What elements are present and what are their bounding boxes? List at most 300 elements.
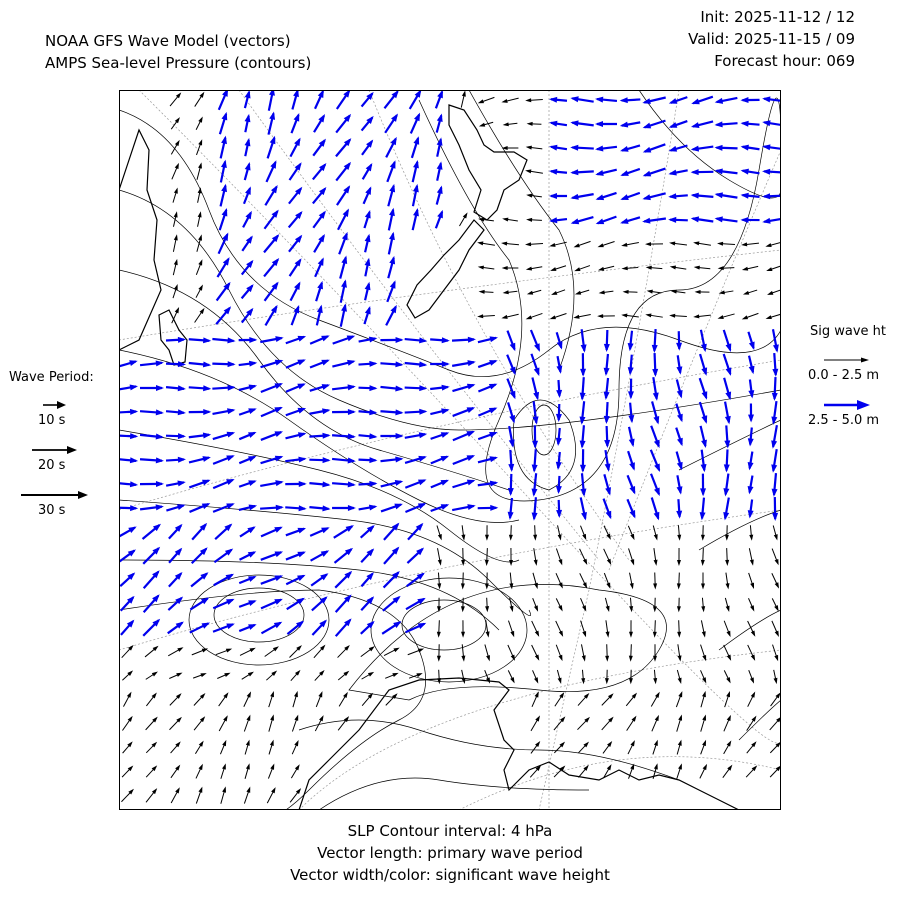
- wave-vector: [173, 234, 177, 252]
- wave-vector: [195, 741, 203, 754]
- wave-vector: [485, 670, 490, 683]
- wave-vector: [405, 503, 426, 512]
- wave-vector: [452, 360, 476, 366]
- wave-vector: [340, 255, 347, 278]
- wave-vector: [620, 169, 640, 176]
- wave-vector: [509, 525, 513, 541]
- wave-vector: [571, 217, 594, 224]
- wave-vector: [264, 210, 278, 229]
- wave-vector: [749, 548, 753, 566]
- wave-vector: [195, 308, 205, 323]
- wave-vector: [742, 313, 759, 319]
- wave-vector: [770, 742, 781, 753]
- wave-vector: [172, 163, 179, 180]
- wave-vector: [748, 332, 754, 350]
- wave-vector: [310, 360, 330, 368]
- wave-vector: [748, 598, 754, 611]
- wave-vector: [556, 380, 562, 398]
- wave-vector: [437, 573, 441, 590]
- wave-vector: [478, 97, 495, 103]
- period-arrow-10s: [43, 401, 66, 409]
- wave-vector: [338, 716, 349, 730]
- wave-vector: [289, 235, 302, 252]
- wave-vector: [676, 355, 682, 374]
- period-legend-20s: 20 s: [38, 458, 66, 473]
- wave-vector: [192, 523, 207, 540]
- wave-vector: [772, 549, 778, 566]
- wave-vector: [677, 740, 682, 755]
- wave-vector: [725, 402, 731, 425]
- wave-vector: [312, 596, 328, 610]
- wave-vector: [122, 765, 133, 777]
- nz-south-island: [407, 220, 484, 318]
- wave-vector: [286, 432, 307, 438]
- wave-vector: [260, 480, 283, 486]
- wave-vector: [503, 290, 518, 294]
- wave-vector: [140, 385, 164, 391]
- wave-vector: [628, 526, 634, 540]
- wave-vector: [239, 456, 256, 463]
- wave-vector: [653, 573, 657, 590]
- wave-vector: [715, 216, 738, 222]
- wave-vector: [190, 623, 210, 633]
- wave-vector: [570, 194, 593, 200]
- wave-vector: [532, 425, 538, 449]
- wave-vector: [166, 504, 185, 510]
- wave-vector: [408, 649, 424, 655]
- wave-vector: [701, 645, 707, 662]
- wave-vector: [317, 305, 323, 326]
- wave-vector: [691, 97, 713, 105]
- wave-vector: [120, 549, 136, 561]
- wave-vector: [384, 90, 398, 108]
- wave-vector: [119, 433, 138, 439]
- wave-vector: [770, 717, 781, 730]
- wave-vector: [774, 670, 778, 684]
- wave-vector: [668, 217, 688, 223]
- init-time: Init: 2025-11-12 / 12: [700, 8, 855, 26]
- wave-vector: [359, 337, 378, 343]
- wave-vector: [385, 114, 398, 133]
- wave-vector: [123, 692, 131, 707]
- wave-vector: [220, 112, 227, 134]
- wave-vector: [508, 474, 514, 496]
- wave-vector: [266, 670, 277, 680]
- wave-vector: [700, 402, 707, 424]
- wave-vector: [723, 498, 729, 521]
- wave-vector: [437, 161, 443, 180]
- wave-vector: [748, 500, 754, 519]
- wave-vector: [269, 714, 274, 731]
- wave-vector: [389, 208, 395, 231]
- wave-vector: [240, 551, 257, 559]
- period-legend-title: Wave Period:: [9, 370, 94, 385]
- wave-vector: [365, 282, 371, 301]
- wave-vector: [772, 353, 778, 377]
- wave-vector: [653, 620, 657, 638]
- wave-vector: [286, 384, 306, 392]
- wave-vector: [212, 385, 235, 391]
- nz-north-island: [449, 105, 527, 220]
- wave-vector: [669, 145, 688, 151]
- wave-vector: [261, 551, 283, 559]
- wave-vector: [309, 481, 330, 487]
- wave-vector: [341, 303, 347, 326]
- wave-vector: [749, 356, 755, 375]
- wave-vector: [316, 691, 322, 707]
- wave-vector: [652, 715, 659, 731]
- height-legend-low: 0.0 - 2.5 m: [808, 368, 880, 383]
- wave-vector: [677, 620, 681, 638]
- wave-vector: [604, 549, 612, 565]
- wave-vector: [335, 571, 352, 588]
- wave-vector: [478, 384, 497, 392]
- title-left: [45, 30, 311, 74]
- wave-vector: [338, 645, 350, 658]
- wave-vector: [453, 407, 475, 416]
- wave-vector: [715, 168, 738, 174]
- wave-vector: [642, 97, 665, 104]
- wave-vector: [430, 408, 449, 414]
- wave-vector: [724, 449, 730, 472]
- wave-vector: [478, 336, 498, 342]
- vector-length-note: Vector length: primary wave period: [317, 844, 583, 862]
- wave-vector: [575, 290, 589, 294]
- wave-vector: [311, 550, 330, 560]
- wave-vector: [581, 497, 587, 520]
- wave-vector: [620, 145, 640, 151]
- wave-vector: [556, 428, 562, 446]
- wave-vector: [337, 90, 350, 109]
- wave-vector: [219, 90, 228, 110]
- wave-vector: [384, 523, 399, 540]
- wave-vector: [197, 162, 202, 179]
- wave-vector: [261, 599, 283, 608]
- wave-vector: [332, 384, 356, 390]
- wave-vector: [549, 217, 567, 223]
- wave-vector: [693, 241, 711, 245]
- wave-vector: [701, 740, 706, 755]
- wave-vector: [570, 120, 593, 126]
- wave-vector: [365, 234, 371, 253]
- wave-vector: [213, 408, 236, 414]
- wave-vector: [477, 314, 495, 318]
- wave-vector: [501, 98, 518, 103]
- wave-vector: [194, 716, 205, 730]
- wave-vector: [508, 621, 514, 638]
- wave-vector: [700, 354, 707, 376]
- wave-vector: [431, 504, 450, 511]
- wave-vector: [315, 90, 324, 109]
- wave-vector: [762, 96, 781, 102]
- wave-vector: [242, 672, 254, 680]
- wave-vector: [628, 355, 634, 376]
- wave-vector: [380, 409, 403, 415]
- wave-vector: [717, 242, 735, 246]
- wave-vector: [691, 216, 714, 222]
- wave-vector: [772, 497, 778, 521]
- wave-vector: [239, 408, 257, 414]
- wave-vector: [700, 764, 707, 778]
- wave-vector: [772, 598, 778, 611]
- wave-vector: [220, 208, 228, 230]
- wave-vector: [196, 116, 203, 129]
- wave-vector: [119, 360, 138, 366]
- wave-vector: [214, 549, 233, 563]
- wave-vector: [245, 740, 250, 755]
- wave-vector: [122, 645, 134, 658]
- wave-vector: [405, 456, 427, 463]
- wave-vector: [549, 121, 567, 127]
- wave-vector: [669, 121, 688, 128]
- wave-vector: [479, 290, 494, 294]
- wave-vector: [717, 314, 734, 319]
- period-legend-10s: 10 s: [38, 413, 66, 428]
- wave-vector: [292, 90, 298, 109]
- wave-vector: [676, 691, 682, 707]
- wave-vector: [554, 716, 565, 730]
- wave-vector: [478, 505, 499, 511]
- wave-vector: [335, 548, 354, 563]
- wave-vector: [580, 573, 587, 588]
- wave-vector: [765, 242, 781, 247]
- wave-vector: [452, 504, 476, 510]
- wave-vector: [269, 691, 274, 707]
- wave-vector: [701, 450, 707, 473]
- wave-vector: [691, 169, 714, 175]
- wave-vector: [267, 787, 275, 803]
- wave-vector: [242, 308, 254, 323]
- wave-vector: [478, 408, 497, 416]
- wave-vector: [580, 425, 586, 449]
- wave-vector: [452, 337, 476, 343]
- wave-vector: [677, 379, 683, 398]
- wave-vector: [508, 498, 514, 520]
- wave-vector: [724, 740, 732, 753]
- wave-vector: [643, 169, 666, 177]
- wave-vector: [189, 409, 212, 415]
- wave-vector: [192, 648, 208, 655]
- slp-contours: [119, 90, 781, 810]
- wave-vector: [746, 765, 757, 777]
- map-panel: [119, 90, 781, 810]
- wave-vector: [532, 691, 539, 707]
- wave-vector: [742, 266, 758, 270]
- wave-vector: [652, 498, 660, 521]
- wave-vector: [526, 218, 542, 222]
- wave-vector: [645, 242, 663, 246]
- wave-vector: [642, 218, 666, 224]
- wave-vector: [628, 451, 635, 471]
- wave-vector: [411, 113, 420, 134]
- wave-vector: [292, 740, 298, 754]
- wave-vector: [219, 232, 229, 253]
- wave-vector: [140, 360, 164, 366]
- wave-vector: [338, 671, 349, 680]
- wave-vector: [580, 526, 586, 540]
- wave-vector: [166, 409, 186, 415]
- wave-vector: [629, 620, 633, 638]
- wave-vector: [694, 266, 711, 270]
- wave-vector: [604, 354, 610, 376]
- wave-vector: [221, 763, 226, 778]
- wave-vector: [724, 645, 731, 661]
- wave-vector: [556, 452, 562, 470]
- wave-vector: [336, 138, 351, 156]
- wave-vector: [526, 194, 542, 198]
- wave-vector: [700, 378, 708, 400]
- wave-vector: [286, 359, 306, 367]
- wave-vector: [194, 693, 206, 705]
- wave-vector: [531, 330, 540, 352]
- wave-vector: [285, 457, 306, 463]
- wave-vector: [485, 573, 489, 590]
- wave-vector: [339, 692, 348, 707]
- wave-vector: [691, 121, 713, 128]
- wave-vector: [762, 169, 781, 175]
- wave-vector: [629, 644, 633, 662]
- wave-vector: [669, 314, 687, 318]
- wave-vector: [245, 114, 251, 132]
- wave-vector: [749, 573, 754, 589]
- wave-vector: [606, 620, 610, 637]
- wave-vector: [265, 646, 279, 656]
- wave-vector: [771, 425, 777, 449]
- wave-vector: [691, 193, 714, 199]
- wave-vector: [628, 740, 635, 754]
- wave-vector: [293, 691, 298, 707]
- wave-vector: [291, 113, 299, 133]
- wave-vector: [121, 789, 133, 802]
- wave-vector: [581, 598, 587, 611]
- wave-vector: [219, 715, 228, 731]
- wave-vector: [741, 193, 760, 199]
- wave-vector: [597, 314, 615, 318]
- height-arrow-high: [824, 400, 870, 410]
- period-arrow-30s: [21, 491, 88, 499]
- wave-vector: [724, 378, 731, 400]
- map-border: [120, 91, 781, 810]
- wave-vector: [143, 547, 160, 564]
- wave-vector: [629, 598, 633, 613]
- wave-vector: [386, 137, 397, 158]
- wave-vector: [291, 764, 299, 778]
- wave-vector: [407, 548, 424, 564]
- wave-vector: [574, 241, 591, 247]
- wave-vector: [701, 620, 705, 637]
- wave-vector: [533, 525, 537, 541]
- wave-vector: [405, 409, 428, 415]
- wave-vector: [244, 715, 250, 732]
- wave-vector: [170, 92, 181, 106]
- wave-vector: [269, 90, 275, 111]
- wave-vector: [596, 193, 617, 200]
- wave-vector: [581, 644, 585, 661]
- wave-vector: [171, 140, 179, 154]
- wave-vector: [772, 573, 779, 588]
- wave-vector: [245, 90, 251, 108]
- wave-vector: [621, 314, 639, 318]
- wave-vector: [119, 526, 137, 536]
- wave-vector: [527, 122, 542, 126]
- wave-vector: [140, 504, 164, 510]
- wave-vector: [509, 548, 513, 566]
- wave-vector: [767, 290, 781, 295]
- wave-vector: [119, 409, 138, 415]
- wave-vector: [534, 548, 538, 566]
- wave-vector: [652, 401, 659, 424]
- wave-vector: [431, 456, 449, 464]
- wave-vector: [556, 548, 562, 565]
- wave-vector: [190, 503, 211, 512]
- wave-vector: [217, 282, 231, 301]
- wave-vector: [291, 670, 301, 681]
- wave-vector: [146, 693, 156, 706]
- wave-vector: [316, 281, 323, 301]
- wave-vector: [388, 256, 395, 278]
- wave-vector: [766, 266, 781, 271]
- wave-vector: [169, 673, 182, 679]
- wave-vector: [459, 212, 467, 226]
- wave-vector: [365, 258, 371, 277]
- wave-vector: [239, 576, 256, 583]
- wave-vector: [773, 525, 777, 540]
- wave-vector: [214, 574, 234, 585]
- wave-vector: [653, 670, 657, 684]
- wave-vector: [651, 474, 660, 496]
- wave-vector: [570, 96, 593, 102]
- wave-vector: [341, 279, 347, 302]
- wave-vector: [507, 355, 515, 375]
- wave-vector: [595, 121, 617, 127]
- wave-vector: [670, 266, 686, 270]
- contour-interval-note: SLP Contour interval: 4 hPa: [347, 822, 553, 840]
- wave-vector: [389, 232, 395, 255]
- wave-vector: [313, 163, 327, 179]
- wave-vector: [532, 449, 538, 473]
- wave-vector: [501, 242, 519, 246]
- wave-vector: [333, 336, 356, 344]
- wave-vector: [715, 98, 738, 104]
- wave-vector: [287, 621, 304, 635]
- wave-vector: [741, 145, 760, 151]
- wave-vector: [461, 573, 465, 590]
- wave-vector: [261, 527, 283, 537]
- wave-vector: [221, 160, 227, 183]
- wave-vector: [312, 620, 327, 636]
- wave-vector: [198, 211, 202, 227]
- wave-vector: [556, 645, 562, 661]
- wave-vector: [143, 524, 161, 539]
- wave-vector: [173, 259, 177, 275]
- wave-vector: [146, 765, 157, 777]
- wave-vector: [653, 598, 657, 613]
- wave-vector: [268, 136, 276, 159]
- wave-vector: [361, 572, 374, 586]
- wave-vector: [651, 426, 659, 448]
- wave-vector: [701, 330, 707, 352]
- wave-vector: [122, 670, 133, 680]
- wave-vector: [507, 331, 515, 352]
- wave-vector: [290, 138, 300, 157]
- wave-vector: [168, 597, 183, 611]
- wave-vector: [309, 433, 330, 439]
- wave-vector: [362, 92, 374, 107]
- wave-vector: [772, 377, 778, 401]
- wave-vector: [311, 573, 328, 585]
- wave-vector: [332, 433, 356, 439]
- wave-vector: [221, 184, 227, 207]
